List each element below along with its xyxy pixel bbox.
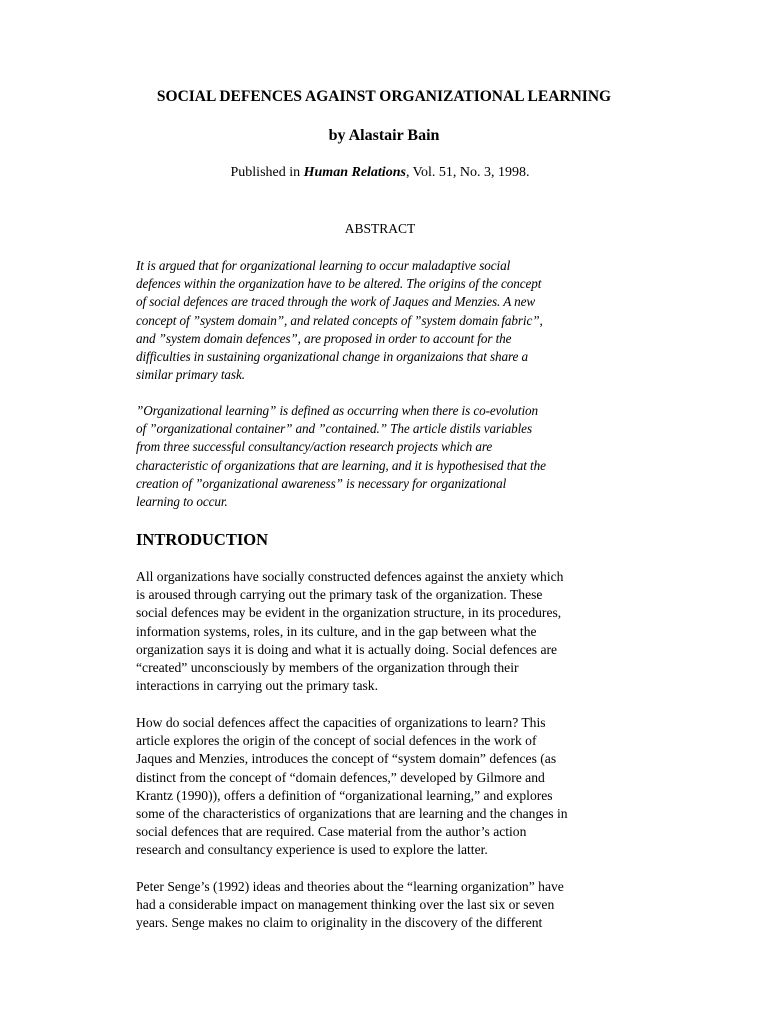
abstract-line: characteristic of organizations that are learning, and it is hypothesised that the [136, 457, 546, 473]
document-title: SOCIAL DEFENCES AGAINST ORGANIZATIONAL LEARNING [156, 88, 612, 105]
abstract-line: and ”system domain defences”, are proposed in order to account for the [136, 330, 512, 346]
body-paragraph-2 [136, 714, 636, 860]
body-line: article explores the origin of the concept of social defences in the work of [136, 733, 537, 749]
abstract-line: similar primary task. [136, 367, 245, 383]
abstract-line: concept of ”system domain”, and related concepts of ”system domain fabric”, [136, 312, 543, 328]
abstract-paragraph-1 [136, 257, 636, 384]
body-line: is aroused through carrying out the primary task of the organization. These [136, 587, 543, 603]
abstract-line: It is argued that for organizational learning to occur maladaptive social [136, 258, 511, 273]
body-line: Jaques and Menzies, introduces the concept of “system domain” defences (as [136, 751, 557, 767]
body-line: “created” unconsciously by members of the organization through their [136, 660, 519, 676]
abstract-line: ”Organizational learning” is defined as occurring when there is co-evolution [136, 403, 539, 418]
abstract-line: of ”organizational container” and ”contained.” The article distils variables [136, 421, 532, 437]
body-line: research and consultancy experience is used to explore the latter. [136, 842, 488, 858]
abstract-line: difficulties in sustaining organizational change in organizaions that share a [136, 349, 528, 365]
body-line: Krantz (1990)), offers a definition of “organizational learning,” and explores [136, 787, 553, 803]
body-line: social defences that are required. Case material from the author’s action [136, 824, 527, 840]
abstract-paragraph-2 [136, 402, 636, 511]
body-line: How do social defences affect the capacities of organizations to learn? This [136, 715, 546, 730]
body-line: information systems, roles, in its culture, and in the gap between what the [136, 623, 537, 639]
abstract-line: defences within the organization have to be altered. The origins of the concept [136, 276, 542, 292]
publication-info [0, 163, 760, 183]
journal-name: Human Relations [303, 165, 406, 180]
body-paragraph-1 [136, 568, 636, 695]
body-paragraph-3 [136, 878, 636, 933]
body-line: social defences may be evident in the organization structure, in its procedures, [136, 605, 562, 621]
published-prefix: Published in [230, 165, 304, 180]
body-line: had a considerable impact on management thinking over the last six or seven [136, 897, 555, 913]
author-byline: by Alastair Bain [328, 127, 440, 144]
abstract-line: learning to occur. [136, 494, 228, 510]
body-line: Peter Senge’s (1992) ideas and theories about the “learning organization” have [136, 879, 564, 894]
body-line: organization says it is doing and what it is actually doing. Social defences are [136, 641, 558, 657]
abstract-heading: ABSTRACT [344, 221, 416, 236]
body-line: distinct from the concept of “domain defences,” developed by Gilmore and [136, 769, 545, 785]
body-line: All organizations have socially constructed defences against the anxiety which [136, 569, 564, 584]
body-line: years. Senge makes no claim to originality in the discovery of the different [136, 915, 543, 931]
body-line: interactions in carrying out the primary task. [136, 678, 378, 694]
body-line: some of the characteristics of organizations that are learning and the changes in [136, 806, 568, 822]
abstract-line: creation of ”organizational awareness” is necessary for organizational [136, 475, 507, 491]
abstract-line: of social defences are traced through the work of Jaques and Menzies. A new [136, 294, 536, 310]
abstract-line: from three successful consultancy/action research projects which are [136, 439, 493, 455]
published-suffix: , Vol. 51, No. 3, 1998. [405, 165, 530, 180]
section-heading-introduction: INTRODUCTION [136, 530, 269, 549]
